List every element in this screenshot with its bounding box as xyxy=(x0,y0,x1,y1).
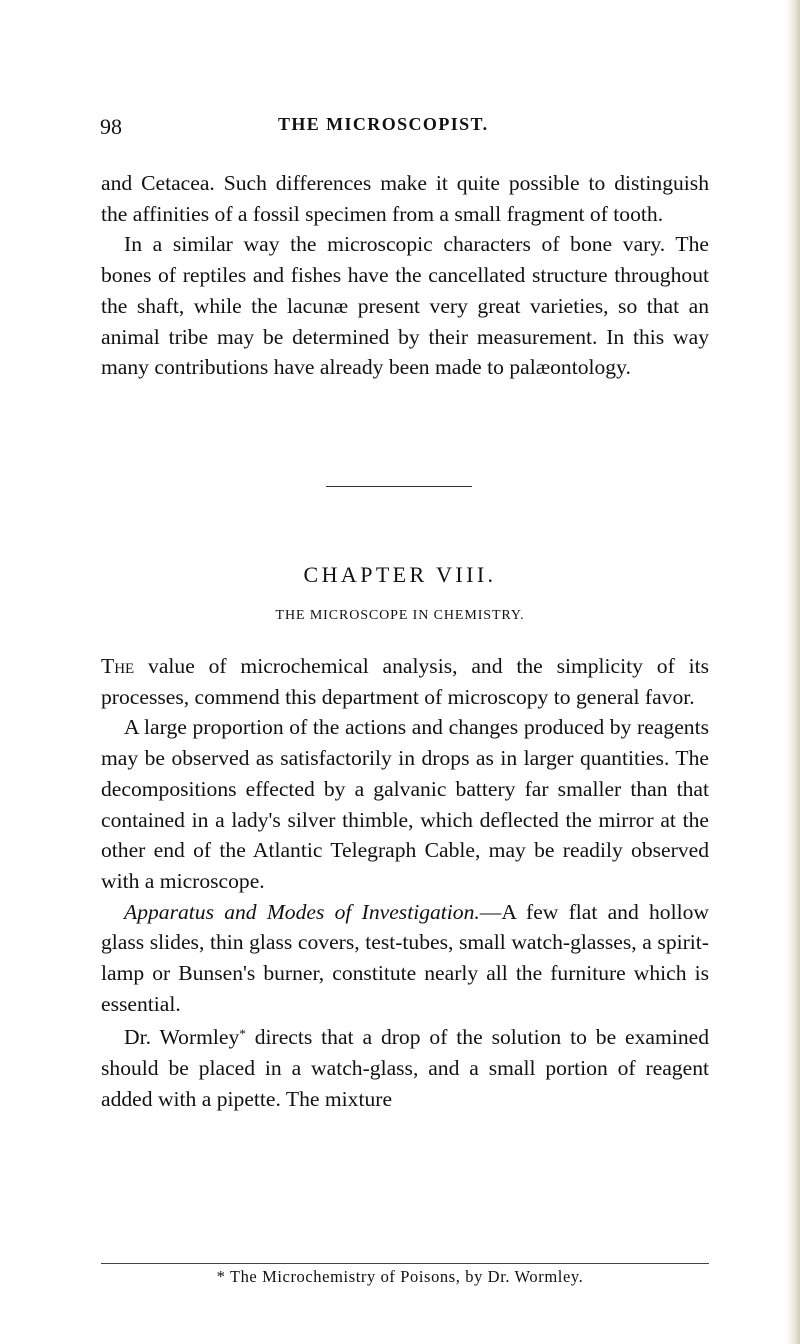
lead-word: The xyxy=(101,654,135,678)
section-text-top xyxy=(101,168,709,383)
paragraph xyxy=(101,651,709,712)
paragraph xyxy=(101,897,709,1020)
page-number: 98 xyxy=(100,114,122,139)
paragraph-text: —A few flat and hollow glass slides, thin glass covers, test-tubes, small watch-glasses, a spirit-lamp or Bunsen's burner, constitute nearly all the furniture which is essential. xyxy=(101,899,709,1016)
chapter-heading: CHAPTER VIII. xyxy=(303,562,497,587)
paragraph-text: directs that a drop of the solution to be examined should be placed in a watch-glass, and a small portion of reagent added with a pipette. The mixture xyxy=(101,1025,709,1111)
paragraph-text: Dr. Wormley xyxy=(124,1025,240,1050)
running-head xyxy=(0,114,800,140)
chapter-body xyxy=(101,651,709,1115)
paragraph: In a similar way the microscopic characters of bone vary. The bones of reptiles and fishes have the cancellated structure throughout the shaft, while the lacunæ present very great varieties, so that an animal tribe may be determined by their measurement. In this way many contributions have already been made to palæontology. xyxy=(101,232,709,380)
footnote: * The Microchemistry of Poisons, by Dr. Wormley. xyxy=(216,1267,584,1286)
paragraph xyxy=(101,1019,709,1114)
running-title: THE MICROSCOPIST. xyxy=(278,114,489,134)
paragraph: and Cetacea. Such differences make it quite possible to distinguish the affinities of a fossil specimen from a small fragment of tooth. xyxy=(101,171,709,226)
paragraph-text: value of microchemical analysis, and the simplicity of its processes, commend this department of microscopy to general favor. xyxy=(101,654,709,709)
section-divider xyxy=(326,486,472,487)
paragraph: A large proportion of the actions and changes produced by reagents may be observed as satisfactorily in drops as in larger quantities. The decompositions effected by a galvanic battery far smaller than that contained in a lady's silver thimble, which deflected the mirror at the other end of the Atlantic Telegraph Cable, may be readily observed with a microscope. xyxy=(101,715,709,893)
side-heading: Apparatus and Modes of Investigation. xyxy=(124,899,480,924)
footnote-marker: * xyxy=(239,1026,246,1042)
footnote-rule xyxy=(101,1263,709,1264)
page-edge-shadow xyxy=(786,0,800,1344)
chapter-subtitle: THE MICROSCOPE IN CHEMISTRY. xyxy=(275,608,525,623)
